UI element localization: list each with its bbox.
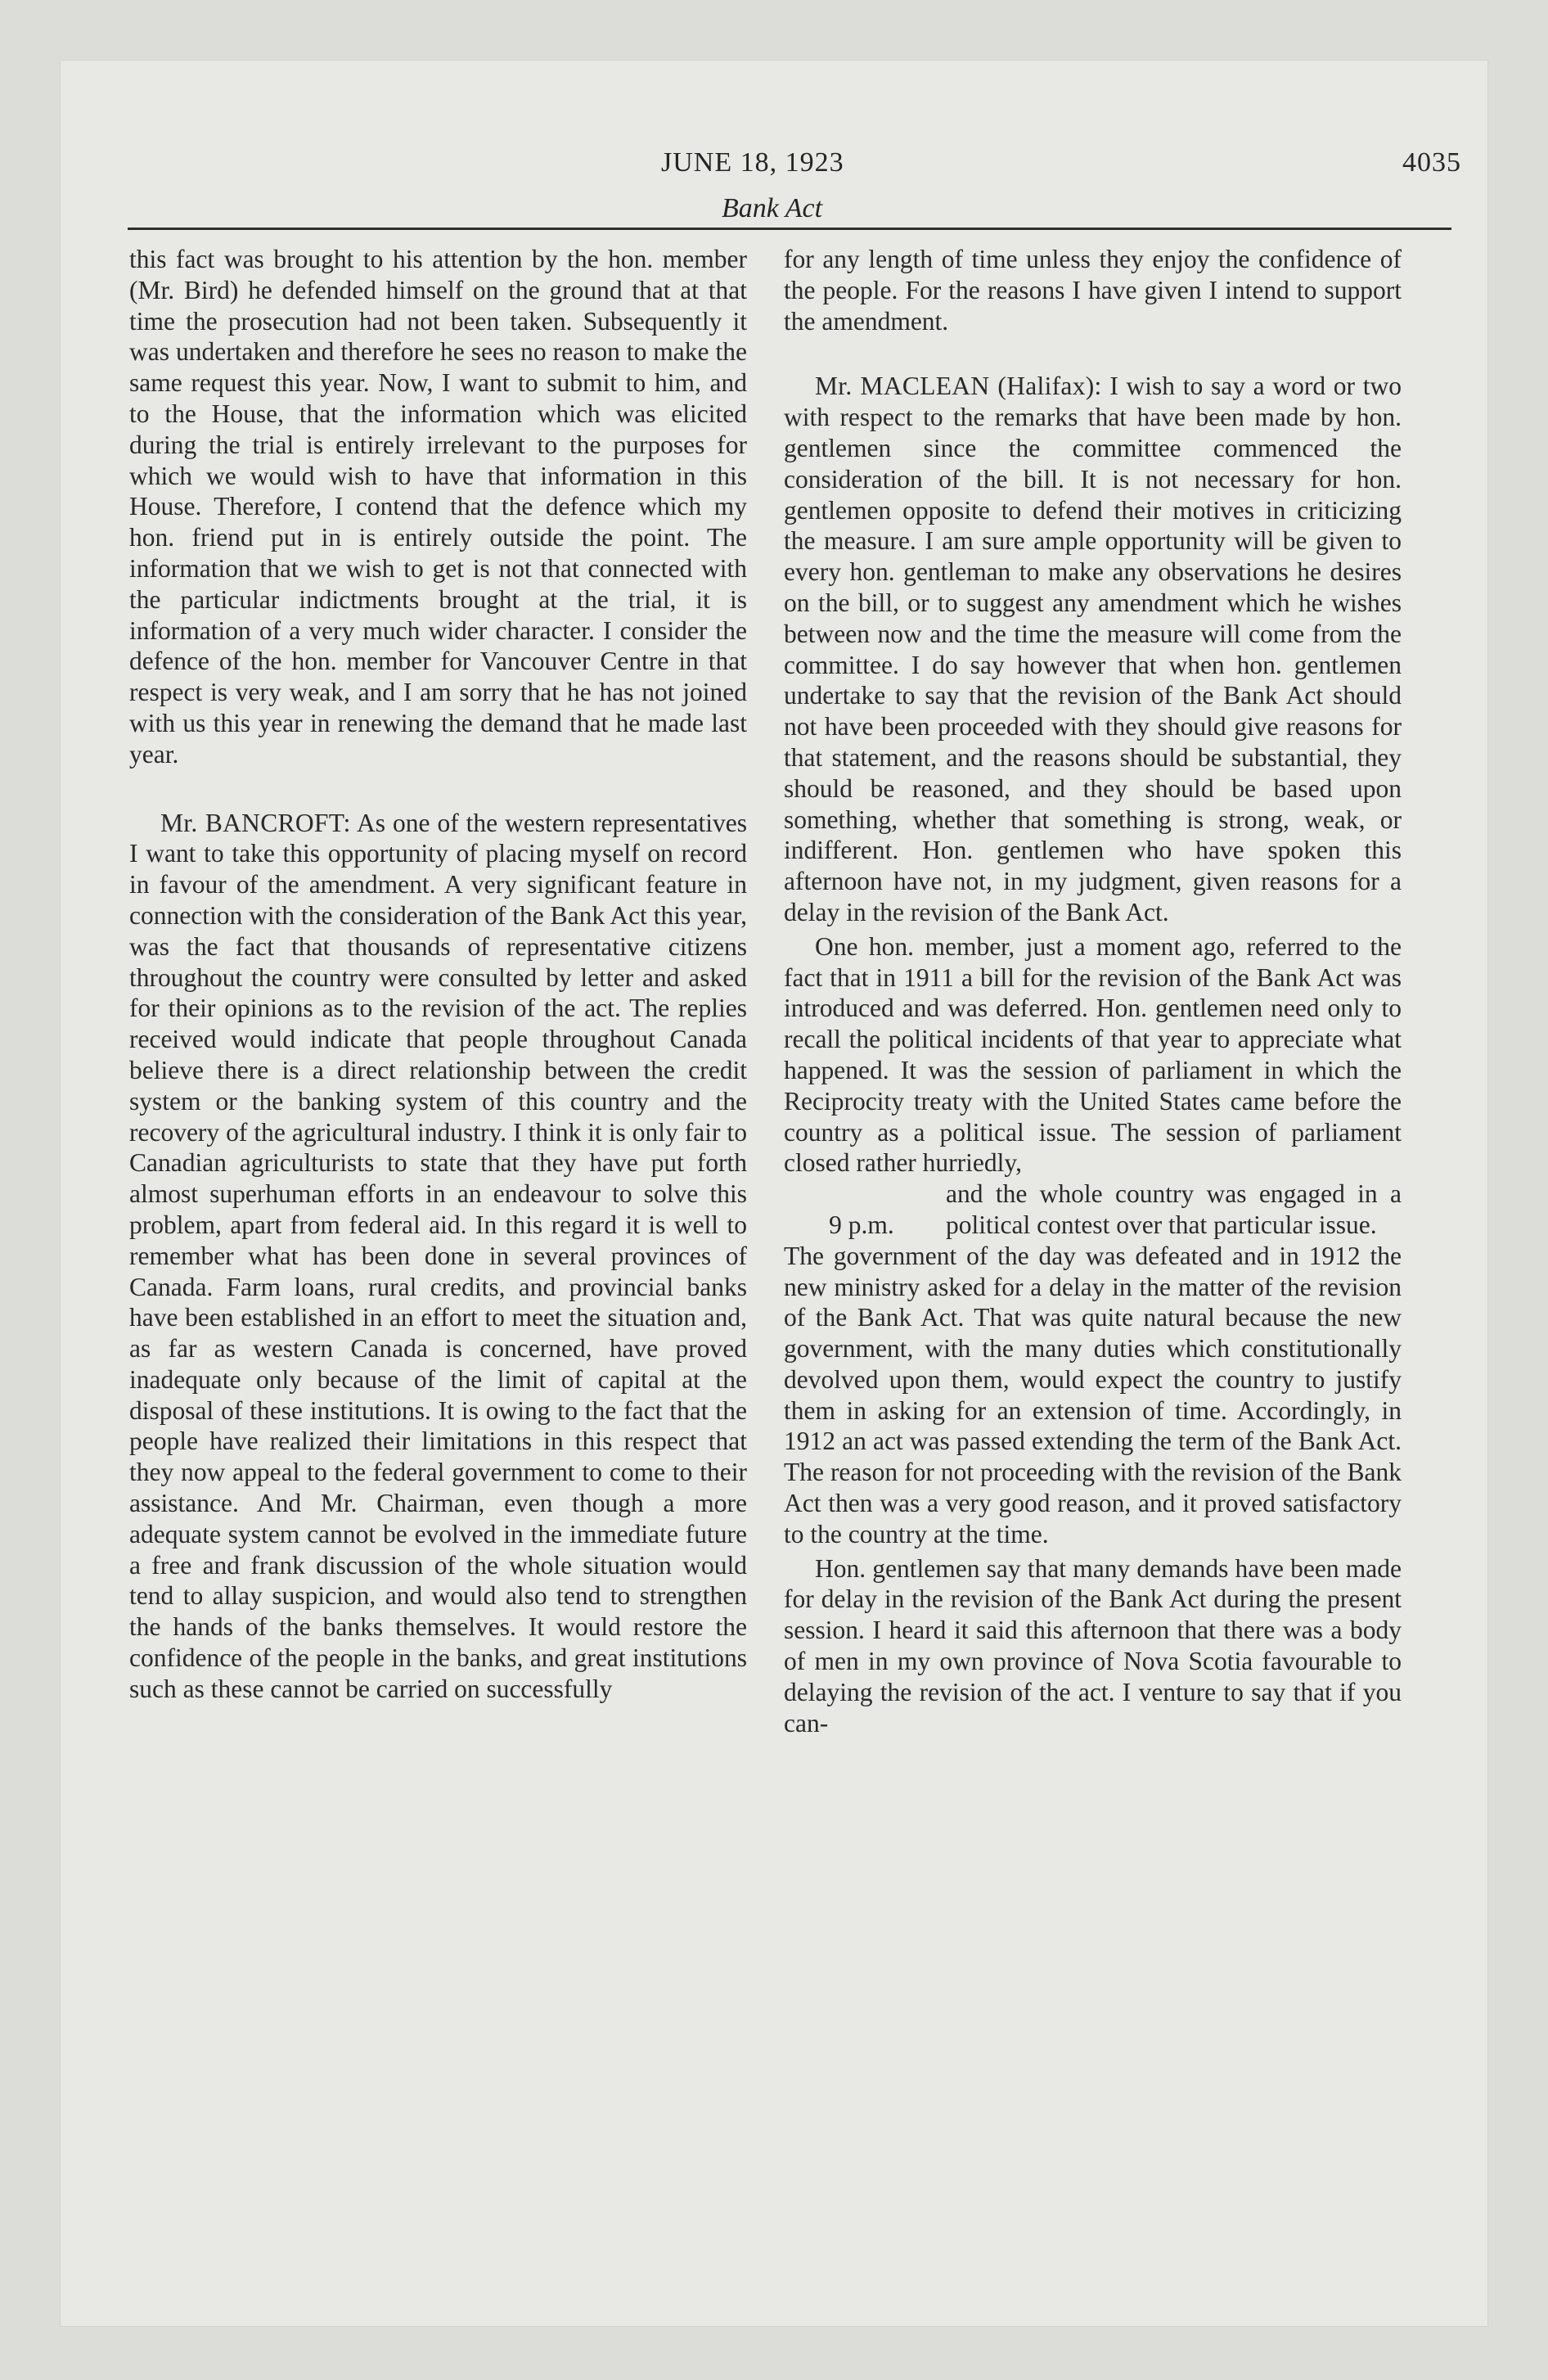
right-paragraph-2 [784, 371, 1402, 927]
speaker-bancroft: Mr. BANCROFT: [160, 808, 351, 837]
margin-time: 9 p.m. [829, 1210, 894, 1239]
section-title: Bank Act [722, 193, 823, 223]
bancroft-speech: As one of the western representatives I want to take this opportunity of placing myself on record in favour of the amendment. A very significant feature in connection with the consideration of the Bank Act this year, was the fact that thousands of representative citizens throughout the country were consulted by letter and asked for their opinions as to the revision of the act. The replies received would indicate that people throughout Canada believe there is a direct relationship between the credit system or the banking system of this country and the recovery of the agricultural industry. I think it is only fair to Canadian agriculturists to state that they have put forth almost superhuman efforts in an endeavour to solve this problem, apart from federal aid. In this regard it is well to remember what has been done in several provinces of Canada. Farm loans, rural credits, and provincial banks have been established in an effort to meet the situation and, as far as western Canada is concerned, have proved inadequate only because of the limit of capital at the disposal of these institutions. It is owing to the fact that the people have realized their limitations in this respect that they now appeal to the federal government to come to their assistance. And Mr. Chairman, even though a more adequate system cannot be evolved in the immediate future a free and frank discussion of the whole situation would tend to allay suspicion, and would also tend to strengthen the hands of the banks themselves. It would restore the confidence of the people in the banks, and great institutions such as these cannot be carried on successfully [129, 808, 747, 1703]
page-date: JUNE 18, 1923 [661, 147, 844, 178]
right-column [784, 244, 1402, 1738]
header-rule [128, 228, 1451, 230]
right-paragraph-3-continued: The government of the day was defeated and in 1912 the new ministry asked for a delay in the matter of the revision of the Bank Act. That was quite natural because the new government, with the many duties which constitutionally devolved upon them, would expect the country to justify them in asking for an extension of time. Accordingly, in 1912 an act was passed extending the term of the Bank Act. The reason for not proceeding with the revision of the Bank Act then was a very good reason, and it proved satisfactory to the country at the time. [784, 1241, 1402, 1548]
right-paragraph-4: Hon. gentlemen say that many demands have been made for delay in the revision of the Bank Act during the present session. I heard it said this afternoon that there was a body of men in my own province of Nova Scotia favourable to delaying the revision of the act. I venture to say that if you can- [784, 1553, 1402, 1738]
speaker-maclean: Mr. MACLEAN (Halifax): [815, 372, 1102, 401]
left-column [129, 244, 747, 1705]
maclean-speech: I wish to say a word or two with respect to the remarks that have been made by hon. gentlemen since the committee commenced the consideration of the bill. It is not necessary for hon. gentlemen opposite to defend their motives in criticizing the measure. I am sure ample opportunity will be given to every hon. gentleman to make any observations he desires on the bill, or to suggest any amendment which he wishes between now and the time the measure will come from the committee. I do say however that when hon. gentlemen undertake to say that the revision of the Bank Act should not have been proceeded with they should give reasons for that statement, and the reasons should be substantial, they should be reasoned, and they should be based upon something, whether that something is strong, weak, or indifferent. Hon. gentlemen who have spoken this afternoon have not, in my judgment, given reasons for a delay in the revision of the Bank Act. [784, 372, 1402, 926]
margin-note-block [784, 1179, 1402, 1241]
document-page [61, 61, 1487, 2326]
right-paragraph-3-margin: and the whole country was engaged in a political contest over that particular issue. [946, 1179, 1402, 1239]
right-paragraph-3: One hon. member, just a moment ago, referred to the fact that in 1911 a bill for the revision of the Bank Act was introduced and was deferred. Hon. gentlemen need only to recall the political incidents of that year to appreciate what happened. It was the session of parliament in which the Reciprocity treaty with the United States came before the country as a political issue. The session of parliament closed rather hurriedly, [784, 931, 1402, 1178]
right-paragraph-1: for any length of time unless they enjoy the confidence of the people. For the reasons I have given I intend to support the amendment. [784, 245, 1402, 336]
left-paragraph-1: this fact was brought to his attention by the hon. member (Mr. Bird) he defended himself on the ground that at that time the prosecution had not been taken. Subsequently it was undertaken and therefore he sees no reason to make the same request this year. Now, I want to submit to him, and to the House, that the information which was elicited during the trial is entirely irrelevant to the purposes for which we would wish to have that information in this House. Therefore, I contend that the defence which my hon. friend put in is entirely outside the point. The information that we wish to get is not that connected with the particular indictments brought at the trial, it is information of a very much wider character. I consider the defence of the hon. member for Vancouver Centre in that respect is very weak, and I am sorry that he has not joined with us this year in renewing the demand that he made last year. [129, 245, 747, 769]
left-paragraph-2 [129, 808, 747, 1705]
page-number: 4035 [1402, 147, 1461, 178]
